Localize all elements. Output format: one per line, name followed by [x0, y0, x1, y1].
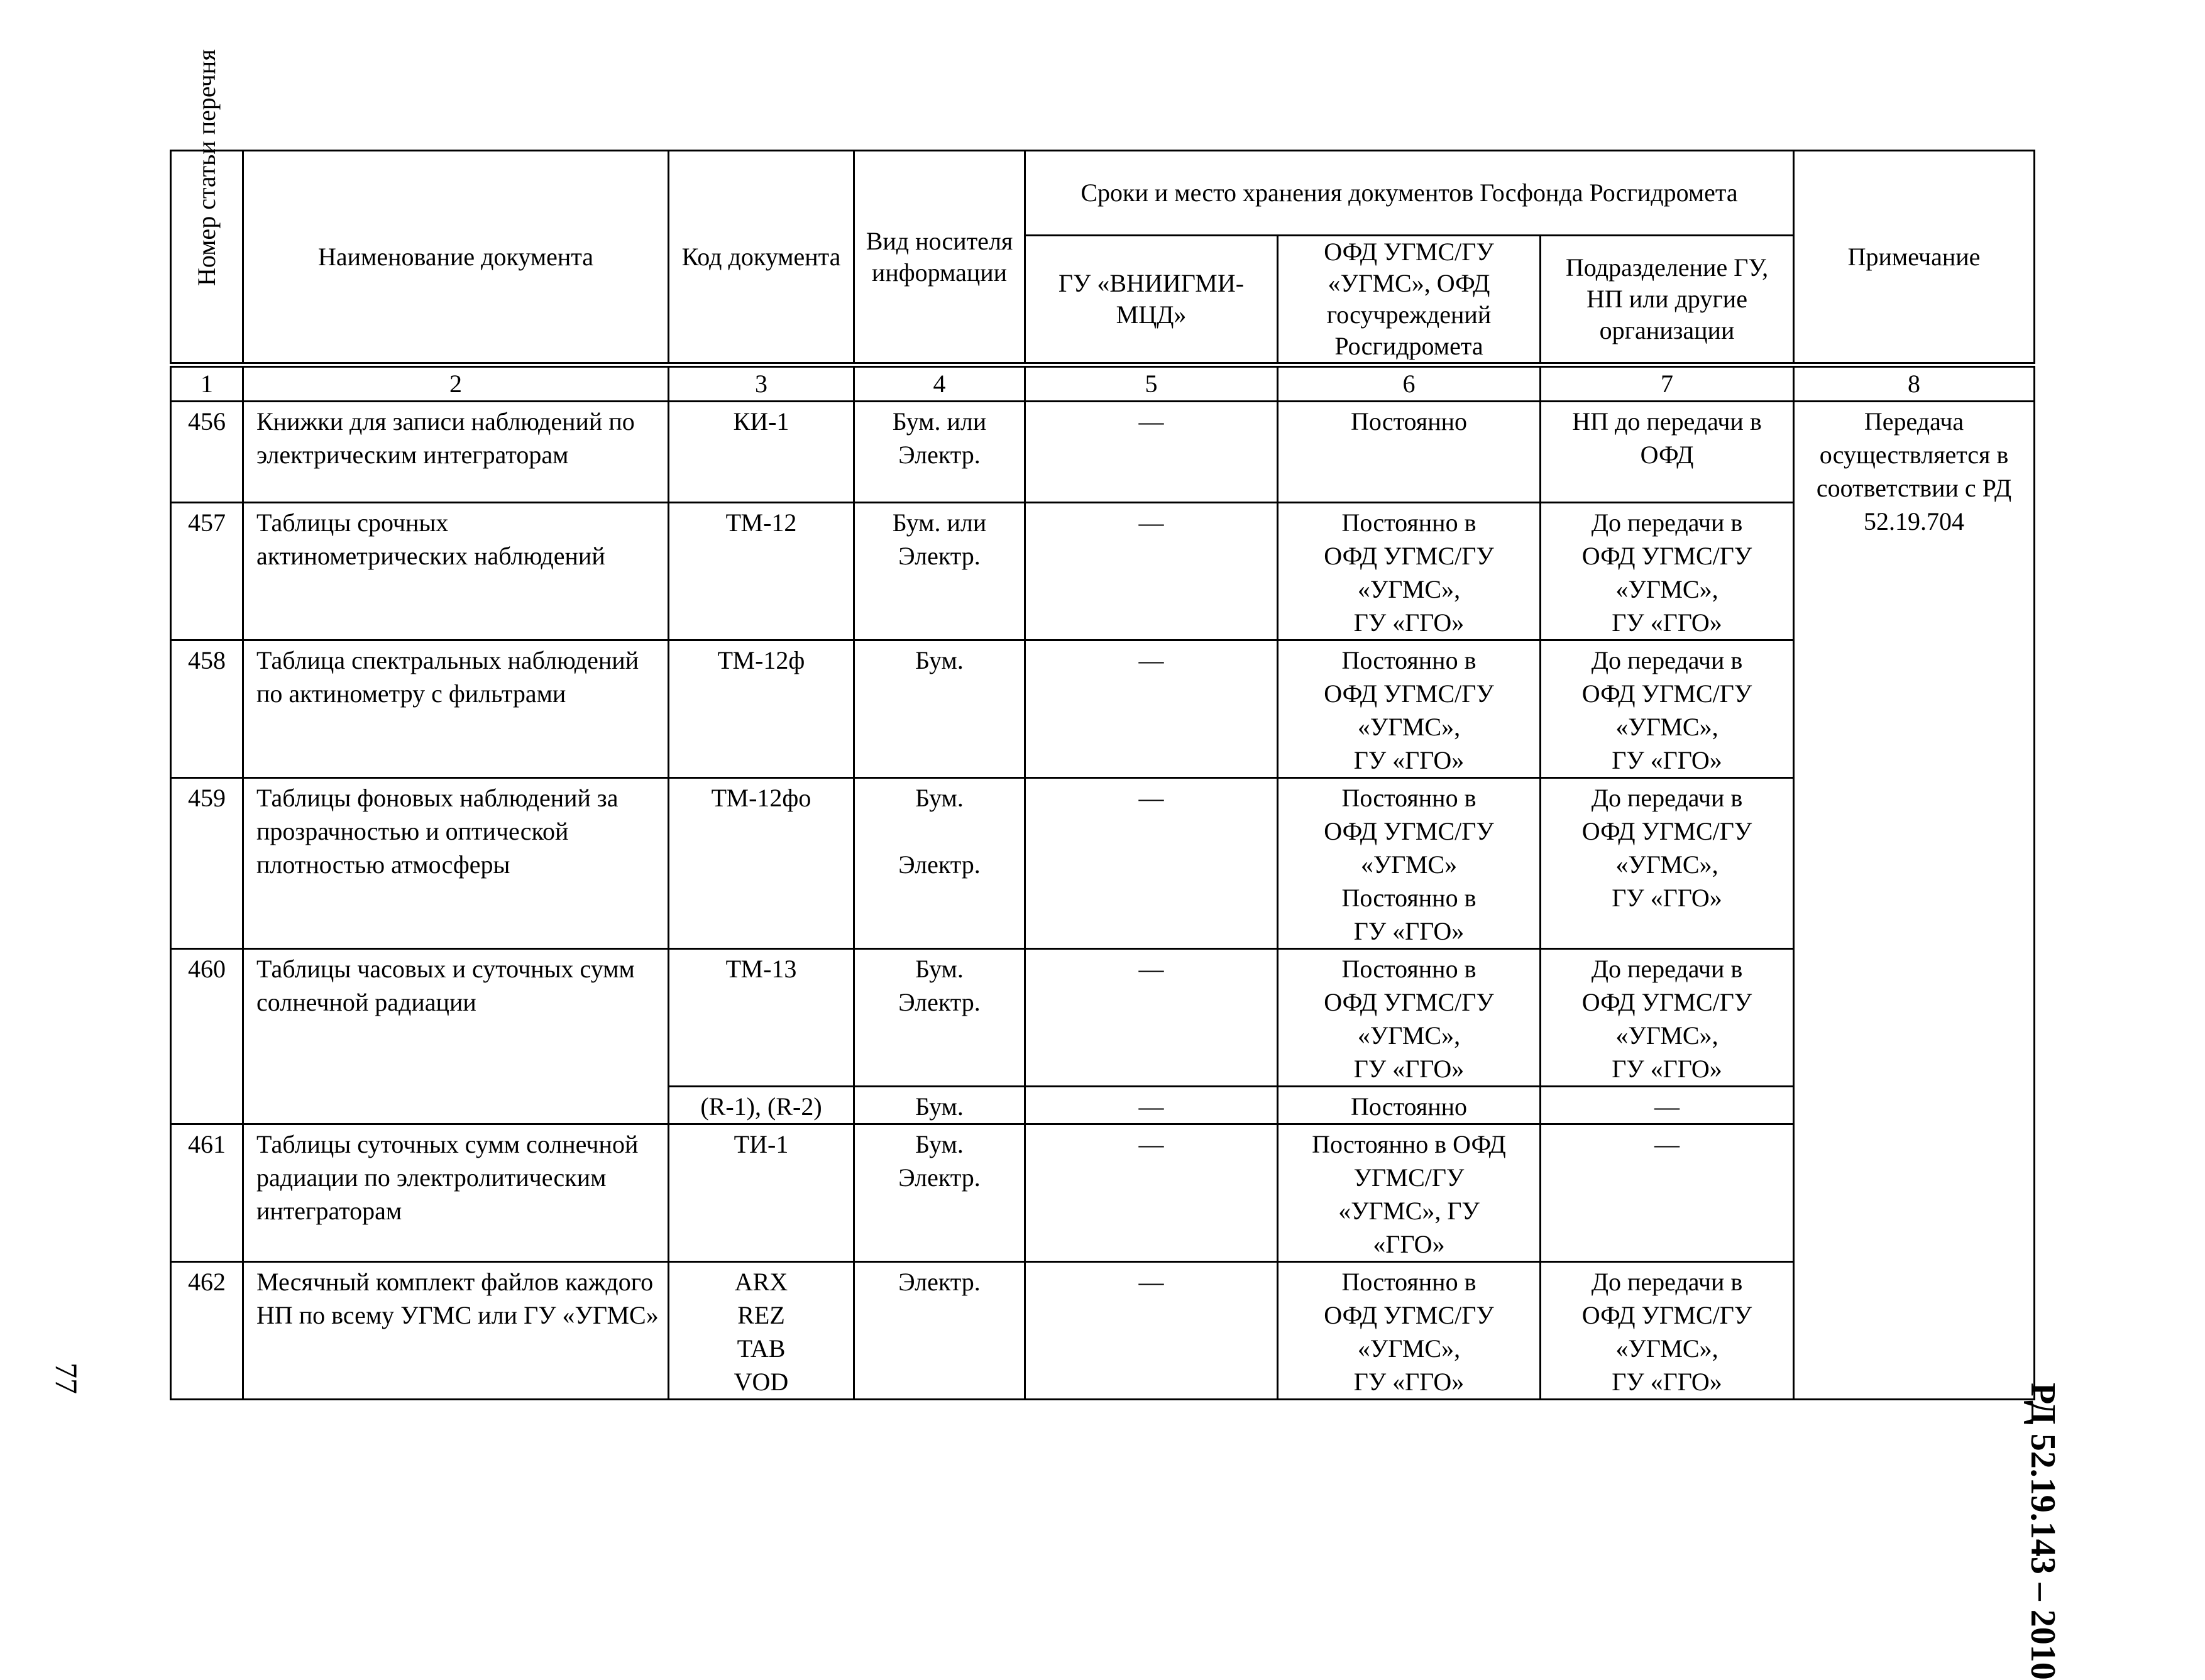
- document-code: ТМ-12: [669, 503, 854, 640]
- ofd-line: Постоянно в: [1341, 955, 1476, 983]
- division-term: НП до передачи в ОФД: [1541, 402, 1794, 503]
- column-index: 1: [171, 365, 243, 402]
- document-name: Таблицы фоновых наблюдений за прозрачностью и оптической плотностью атмосферы: [243, 778, 669, 949]
- division-term: —: [1541, 1124, 1794, 1262]
- note-cell: Передача осуществляется в соответствии с РД 52.19.704: [1794, 402, 2035, 1400]
- ofd-term: [1278, 1262, 1541, 1400]
- document-table: [170, 48, 2035, 1400]
- ofd-line: ГУ «ГГО»: [1353, 1055, 1465, 1083]
- column-index: 8: [1794, 365, 2035, 402]
- article-number: 461: [171, 1124, 243, 1262]
- ofd-line: ОФД УГМС/ГУ: [1324, 817, 1494, 845]
- gu-vniigmi-term: —: [1025, 1087, 1278, 1124]
- ofd-line: ОФД УГМС/ГУ: [1324, 988, 1494, 1016]
- division-line: ОФД УГМС/ГУ: [1581, 817, 1752, 845]
- document-code: [669, 1262, 854, 1400]
- medium: [854, 1124, 1025, 1262]
- division-term: [1541, 503, 1794, 640]
- division-line: ОФД УГМС/ГУ: [1581, 542, 1752, 570]
- header-article-number: [171, 48, 243, 365]
- gu-vniigmi-term: —: [1025, 402, 1278, 503]
- ofd-line: Постоянно в: [1341, 784, 1476, 812]
- ofd-line: ОФД УГМС/ГУ: [1324, 679, 1494, 708]
- spacer: [861, 815, 1018, 848]
- medium: Бум.: [854, 640, 1025, 778]
- ofd-term: [1278, 949, 1541, 1087]
- division-line: До передачи в: [1591, 784, 1743, 812]
- gu-vniigmi-term: —: [1025, 503, 1278, 640]
- division-term: [1541, 949, 1794, 1087]
- division-line: ОФД УГМС/ГУ: [1581, 988, 1752, 1016]
- code-line: TAB: [737, 1334, 786, 1363]
- ofd-line: «УГМС»,: [1357, 575, 1461, 603]
- division-line: До передачи в: [1591, 1268, 1743, 1296]
- ofd-line: Постоянно в ОФД: [1312, 1130, 1506, 1158]
- header-note: Примечание: [1794, 151, 2035, 365]
- ofd-line: «УГМС»,: [1357, 1021, 1461, 1050]
- medium-line: Бум.: [915, 784, 964, 812]
- medium-line: Бум.: [915, 955, 964, 983]
- article-number: 458: [171, 640, 243, 778]
- document-code: КИ-1: [669, 402, 854, 503]
- article-number: 462: [171, 1262, 243, 1400]
- column-index: 3: [669, 365, 854, 402]
- ofd-line: УГМС/ГУ: [1353, 1163, 1465, 1192]
- article-number: 457: [171, 503, 243, 640]
- division-term: [1541, 640, 1794, 778]
- medium: [854, 778, 1025, 949]
- ofd-term: Постоянно: [1278, 402, 1541, 503]
- division-line: До передачи в: [1591, 646, 1743, 674]
- document-name: Таблицы суточных сумм солнечной радиации по электролитическим интеграторам: [243, 1124, 669, 1262]
- header-medium: Вид носителя информации: [854, 151, 1025, 365]
- division-line: «УГМС»,: [1615, 1021, 1718, 1050]
- document-name: Таблицы часовых и суточных сумм солнечной радиации: [243, 949, 669, 1124]
- gu-vniigmi-term: —: [1025, 949, 1278, 1087]
- ofd-line: ГУ «ГГО»: [1353, 917, 1465, 945]
- document-code: ТМ-12ф: [669, 640, 854, 778]
- ofd-term: [1278, 1124, 1541, 1262]
- header-division: Подразделение ГУ, НП или другие организации: [1541, 236, 1794, 365]
- table-row: [171, 503, 2035, 640]
- medium: Бум. или Электр.: [854, 503, 1025, 640]
- division-line: ГУ «ГГО»: [1612, 884, 1722, 912]
- ofd-line: ГУ «ГГО»: [1353, 608, 1465, 637]
- article-number: 456: [171, 402, 243, 503]
- column-index: 7: [1541, 365, 1794, 402]
- ofd-line: Постоянно в: [1341, 1268, 1476, 1296]
- ofd-line: ОФД УГМС/ГУ: [1324, 542, 1494, 570]
- gu-vniigmi-term: —: [1025, 1262, 1278, 1400]
- ofd-term: [1278, 778, 1541, 949]
- gu-vniigmi-term: —: [1025, 640, 1278, 778]
- division-line: «УГМС»,: [1615, 575, 1718, 603]
- table-row: [171, 402, 2035, 503]
- table-row: [171, 949, 2035, 1087]
- division-line: ОФД УГМС/ГУ: [1581, 679, 1752, 708]
- ofd-line: Постоянно в: [1341, 508, 1476, 537]
- division-term: [1541, 778, 1794, 949]
- medium-line: Электр.: [898, 988, 981, 1016]
- header-ofd: ОФД УГМС/ГУ «УГМС», ОФД госучреждений Росгидромета: [1278, 236, 1541, 365]
- division-line: ГУ «ГГО»: [1612, 1055, 1722, 1083]
- division-line: «УГМС»,: [1615, 713, 1718, 741]
- header-storage-terms: Сроки и место хранения документов Госфонда Росгидромета: [1025, 151, 1794, 236]
- medium: Бум.: [854, 1087, 1025, 1124]
- article-number: 459: [171, 778, 243, 949]
- medium-line: Электр.: [898, 850, 981, 879]
- code-line: ARX: [734, 1268, 788, 1296]
- header-document-name: Наименование документа: [243, 151, 669, 365]
- header-article-number-text: Номер статьи перечня: [192, 48, 221, 286]
- document-name: Месячный комплект файлов каждого НП по всему УГМС или ГУ «УГМС»: [243, 1262, 669, 1400]
- ofd-line: ОФД УГМС/ГУ: [1324, 1301, 1494, 1329]
- medium: Электр.: [854, 1262, 1025, 1400]
- document-code: ТМ-12фо: [669, 778, 854, 949]
- ofd-term: [1278, 503, 1541, 640]
- ofd-line: ГУ «ГГО»: [1353, 746, 1465, 774]
- column-index: 2: [243, 365, 669, 402]
- page-number: 77: [49, 1363, 84, 1394]
- table-row: [171, 640, 2035, 778]
- division-term: —: [1541, 1087, 1794, 1124]
- document-name: Книжки для записи наблюдений по электрическим интеграторам: [243, 402, 669, 503]
- division-line: ГУ «ГГО»: [1612, 608, 1722, 637]
- gu-vniigmi-term: —: [1025, 1124, 1278, 1262]
- column-index: 5: [1025, 365, 1278, 402]
- division-line: ГУ «ГГО»: [1612, 746, 1722, 774]
- division-line: «УГМС»,: [1615, 850, 1718, 879]
- division-line: До передачи в: [1591, 508, 1743, 537]
- article-number: 460: [171, 949, 243, 1124]
- table-row: [171, 1262, 2035, 1400]
- medium-line: Электр.: [898, 1163, 981, 1192]
- ofd-line: «УГМС»,: [1357, 1334, 1461, 1363]
- table-row: [171, 778, 2035, 949]
- gu-vniigmi-term: —: [1025, 778, 1278, 949]
- medium: Бум. или Электр.: [854, 402, 1025, 503]
- ofd-line: «УГМС»: [1360, 850, 1458, 879]
- column-index: 4: [854, 365, 1025, 402]
- header-gu-vniigmi: ГУ «ВНИИГМИ-МЦД»: [1025, 236, 1278, 365]
- table-row: [171, 1124, 2035, 1262]
- ofd-term: [1278, 640, 1541, 778]
- division-term: [1541, 1262, 1794, 1400]
- document-code-label: РД 52.19.143 – 2010: [2023, 1383, 2062, 1680]
- ofd-term: Постоянно: [1278, 1087, 1541, 1124]
- header-document-code: Код документа: [669, 151, 854, 365]
- ofd-line: ГУ «ГГО»: [1353, 1368, 1465, 1396]
- medium-line: Бум.: [915, 1130, 964, 1158]
- ofd-line: Постоянно в: [1341, 884, 1476, 912]
- ofd-line: «УГМС»,: [1357, 713, 1461, 741]
- division-line: До передачи в: [1591, 955, 1743, 983]
- code-line: REZ: [737, 1301, 785, 1329]
- division-line: ОФД УГМС/ГУ: [1581, 1301, 1752, 1329]
- ofd-line: Постоянно в: [1341, 646, 1476, 674]
- ofd-line: «УГМС», ГУ: [1338, 1197, 1480, 1225]
- ofd-line: «ГГО»: [1373, 1230, 1445, 1258]
- division-line: ГУ «ГГО»: [1612, 1368, 1722, 1396]
- division-line: «УГМС»,: [1615, 1334, 1718, 1363]
- document-code: ТИ-1: [669, 1124, 854, 1262]
- code-line: VOD: [734, 1368, 789, 1396]
- document-name: Таблицы срочных актинометрических наблюдений: [243, 503, 669, 640]
- medium: [854, 949, 1025, 1087]
- document-code: ТМ-13: [669, 949, 854, 1087]
- document-name: Таблица спектральных наблюдений по актинометру с фильтрами: [243, 640, 669, 778]
- document-code: (R-1), (R-2): [669, 1087, 854, 1124]
- column-index: 6: [1278, 365, 1541, 402]
